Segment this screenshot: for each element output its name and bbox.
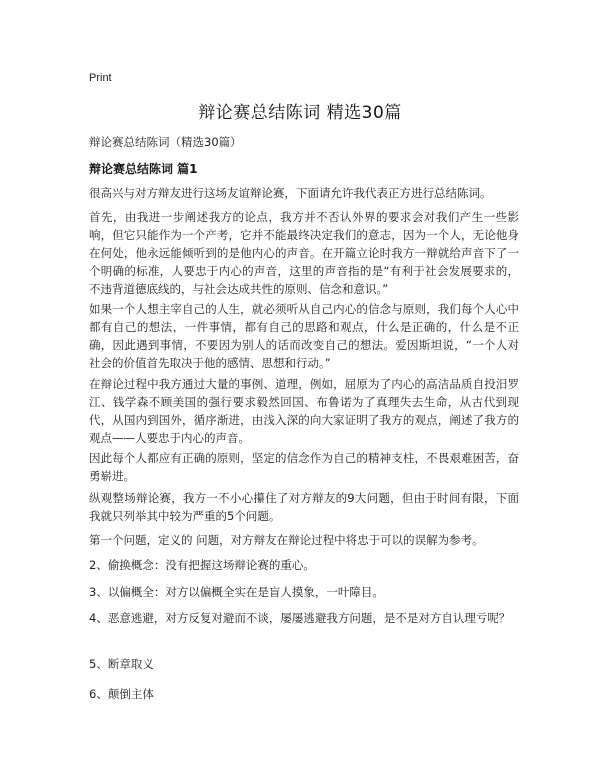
paragraph-inner-belief: 如果一个人想主宰自己的人生，就必须听从自己内心的信念与原则，我们每个人心中都有自己的想法，一件事情，都有自己的思路和观点，什么是正确的，什么是不正确，因此遇到事情，不要因为别人的话而改变自己的想法。爱因斯坦说，“一个人对社会的价值首先取决于他的感情、思想和行动。” [89, 302, 519, 370]
list-item-problem-3: 3、以偏概全：对方以偏概全实在是盲人摸象，一叶障目。 [89, 585, 384, 599]
list-item-problem-4: 4、恶意逃避，对方反复对避而不谈，屡屡逃避我方问题，是不是对方自认理亏呢？ [89, 611, 511, 625]
print-link[interactable]: Print [89, 72, 112, 84]
document-title: 辩论赛总结陈词 精选30篇 [198, 103, 402, 123]
list-item-problem-5: 5、断章取义 [89, 657, 154, 671]
paragraph-examples: 在辩论过程中我方通过大量的事例、道理，例如，屈原为了内心的高洁品质自投汨罗江、钱学森不顾美国的强行要求毅然回国、布鲁诺为了真理失去生命，从古代到现代，从国内到国外，循序渐进，由浅入深的向大家证明了我方的观点，阐述了我方的观点——人要忠于内心的声音。 [89, 377, 519, 445]
paragraph-argument: 首先，由我进一步阐述我方的论点，我方并不否认外界的要求会对我们产生一些影响，但它只能作为一个产考，它并不能最终决定我们的意志，因为一个人，无论他身在何处，他永远能倾听到的是他内心的声音。在开篇立论时我方一辩就给声音下了一个明确的标准，人要忠于内心的声音，这里的声音指的是“有利于社会发展要求的，不违背道德底线的，与社会达成共性的原则、信念和意识。” [89, 210, 519, 296]
list-item-problem-2: 2、偷换概念：没有把握这场辩论赛的重心。 [89, 558, 315, 572]
section-heading: 辩论赛总结陈词 篇1 [89, 162, 198, 176]
paragraph-overview: 纵观整场辩论赛，我方一不小心攥住了对方辩友的9大问题，但由于时间有限，下面我就只列举其中较为严重的5个问题。 [89, 491, 519, 523]
list-item-problem-6: 6、颠倒主体 [89, 687, 154, 701]
paragraph-intro: 很高兴与对方辩友进行这场友谊辩论赛，下面请允许我代表正方进行总结陈词。 [89, 186, 492, 200]
document-subtitle: 辩论赛总结陈词（精选30篇） [89, 135, 242, 149]
list-item-problem-1: 第一个问题，定义的 问题，对方辩友在辩论过程中将忠于可以的误解为参考。 [89, 533, 484, 547]
paragraph-principles: 因此每个人都应有正确的原则，坚定的信念作为自己的精神支柱，不畏艰难困苦，奋勇崭进。 [89, 451, 519, 483]
